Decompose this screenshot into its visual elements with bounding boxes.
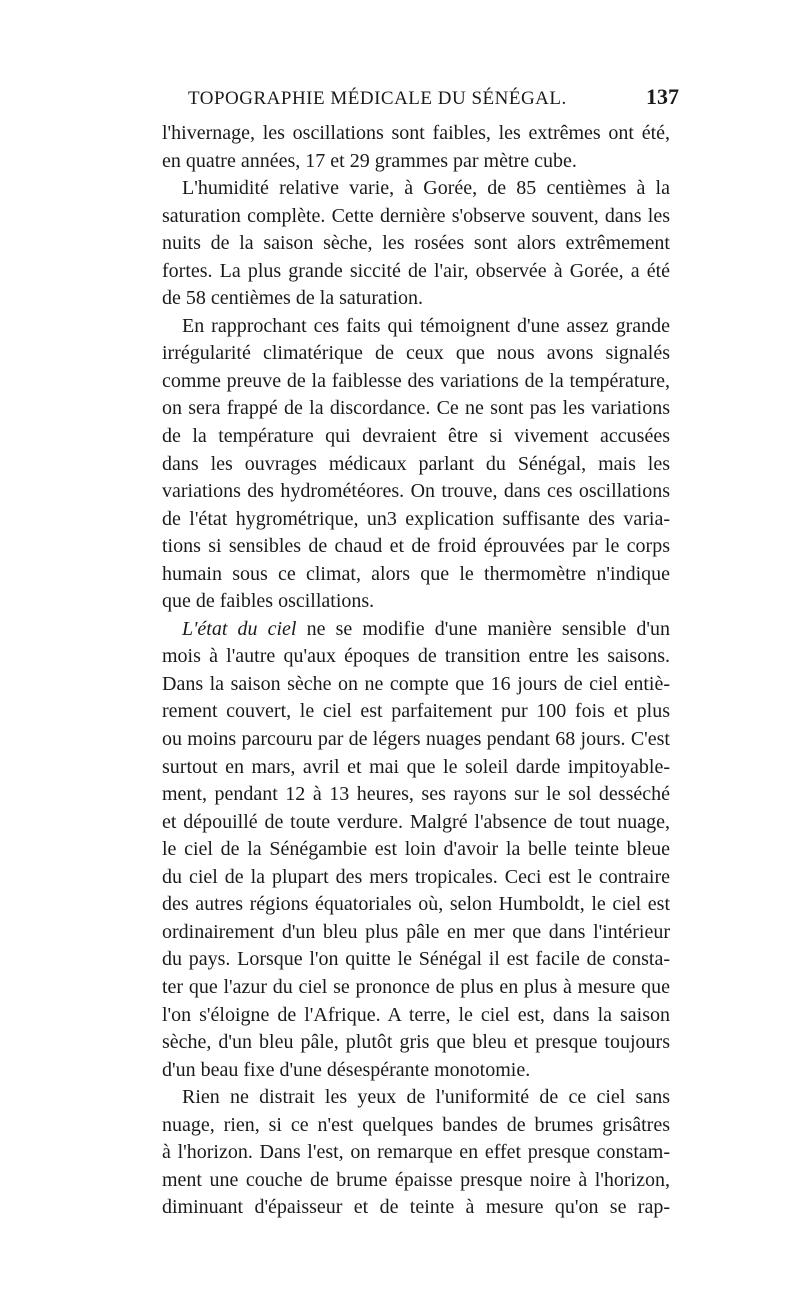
- text-line: [162, 588, 670, 616]
- text-line: [162, 506, 670, 534]
- text-line: [162, 809, 670, 837]
- line-text: ment une couche de brume épaisse presque noire à l'horizon,: [162, 1168, 670, 1191]
- line-text: surtout en mars, avril et mai que le soleil darde impitoyable-: [162, 755, 670, 778]
- text-line: [162, 864, 670, 892]
- text-line: [162, 1139, 670, 1167]
- line-text: tions si sensibles de chaud et de froid éprouvées par le corps: [162, 535, 670, 558]
- body-text: [162, 120, 670, 1222]
- line-text: L'humidité relative varie, à Gorée, de 85 centièmes à la: [182, 177, 670, 200]
- line-text: l'on s'éloigne de l'Afrique. A terre, le ciel est, dans la saison: [162, 1003, 670, 1026]
- line-text: en quatre années, 17 et 29 grammes par mètre cube.: [162, 149, 577, 172]
- text-line: [162, 1167, 670, 1195]
- line-text: mois à l'autre qu'aux époques de transition entre les saisons.: [162, 645, 670, 668]
- text-line: [162, 1194, 670, 1222]
- text-line: [162, 1057, 670, 1085]
- text-line: [162, 671, 670, 699]
- text-line: [162, 175, 670, 203]
- line-text: des autres régions équatoriales où, selon Humboldt, le ciel est: [162, 893, 670, 916]
- line-text: on sera frappé de la discordance. Ce ne sont pas les variations: [162, 397, 670, 420]
- text-line: [162, 395, 670, 423]
- text-line: [162, 285, 670, 313]
- line-text: dans les ouvrages médicaux parlant du Sénégal, mais les: [162, 452, 670, 475]
- text-line: [162, 368, 670, 396]
- text-line: [162, 533, 670, 561]
- running-title: TOPOGRAPHIE MÉDICALE DU SÉNÉGAL.: [188, 88, 567, 109]
- text-line: [162, 836, 670, 864]
- line-text: irrégularité climatérique de ceux que nous avons signalés: [162, 342, 670, 365]
- text-line: [162, 974, 670, 1002]
- line-text: ment, pendant 12 à 13 heures, ses rayons sur le sol desséché: [162, 783, 670, 806]
- text-line: [162, 258, 670, 286]
- text-line: [162, 340, 670, 368]
- text-line: [162, 313, 670, 341]
- line-text: Rien ne distrait les yeux de l'uniformité de ce ciel sans: [182, 1086, 670, 1109]
- line-text: de l'état hygrométrique, un3 explication suffisante des varia-: [162, 507, 670, 530]
- text-line: [162, 891, 670, 919]
- text-line: [162, 616, 670, 644]
- line-text: sèche, d'un bleu pâle, plutôt gris que bleu et presque toujours: [162, 1031, 670, 1054]
- text-line: [162, 726, 670, 754]
- italic-phrase: L'état du ciel: [182, 617, 297, 640]
- text-line: [162, 698, 670, 726]
- text-line: [162, 423, 670, 451]
- line-text: du ciel de la plupart des mers tropicales. Ceci est le contraire: [162, 865, 670, 888]
- line-text: rement couvert, le ciel est parfaitement pur 100 fois et plus: [162, 700, 670, 723]
- text-line: [162, 451, 670, 479]
- line-text: nuits de la saison sèche, les rosées sont alors extrêmement: [162, 232, 670, 255]
- line-text: nuage, rien, si ce n'est quelques bandes de brumes grisâtres: [162, 1113, 670, 1136]
- line-text: d'un beau fixe d'une désespérante monotomie.: [162, 1058, 531, 1081]
- line-text: comme preuve de la faiblesse des variations de la température,: [162, 369, 670, 392]
- line-text: et dépouillé de toute verdure. Malgré l'absence de tout nuage,: [162, 810, 670, 833]
- line-text: l'hivernage, les oscillations sont faibles, les extrêmes ont été,: [162, 122, 670, 144]
- page-number: 137: [646, 84, 679, 109]
- line-text: de la température qui devraient être si vivement accusées: [162, 425, 670, 448]
- text-line: [162, 230, 670, 258]
- line-text: ter que l'azur du ciel se prononce de plus en plus à mesure que: [162, 975, 670, 998]
- line-text: à l'horizon. Dans l'est, on remarque en effet presque constam-: [162, 1141, 670, 1164]
- line-text: que de faibles oscillations.: [162, 590, 375, 613]
- text-line: [162, 919, 670, 947]
- line-text: En rapprochant ces faits qui témoignent d'une assez grande: [182, 314, 670, 337]
- text-line: [162, 1029, 670, 1057]
- line-text: ordinairement d'un bleu plus pâle en mer que dans l'intérieur: [162, 920, 670, 943]
- line-text: humain sous ce climat, alors que le thermomètre n'indique: [162, 562, 670, 585]
- text-line: [162, 478, 670, 506]
- line-text: saturation complète. Cette dernière s'observe souvent, dans les: [162, 204, 670, 227]
- text-line: [162, 120, 670, 148]
- text-line: [162, 643, 670, 671]
- line-text: du pays. Lorsque l'on quitte le Sénégal il est facile de consta-: [162, 948, 670, 971]
- text-line: [162, 1084, 670, 1112]
- line-text: Dans la saison sèche on ne compte que 16 jours de ciel entiè-: [162, 672, 670, 695]
- text-line: [162, 946, 670, 974]
- line-text: fortes. La plus grande siccité de l'air, observée à Gorée, a été: [162, 259, 670, 282]
- line-text: le ciel de la Sénégambie est loin d'avoir la belle teinte bleue: [162, 838, 670, 861]
- text-line: [162, 148, 670, 176]
- text-line: [162, 203, 670, 231]
- line-text: ou moins parcouru par de légers nuages pendant 68 jours. C'est: [162, 728, 670, 751]
- text-line: [162, 754, 670, 782]
- line-text: de 58 centièmes de la saturation.: [162, 287, 424, 310]
- line-text: diminuant d'épaisseur et de teinte à mesure qu'on se rap-: [162, 1196, 670, 1219]
- line-text: variations des hydrométéores. On trouve, dans ces oscillations: [162, 480, 670, 503]
- line-text: ne se modifie d'une manière sensible d'un: [296, 617, 670, 640]
- text-line: [162, 781, 670, 809]
- text-line: [162, 561, 670, 589]
- text-line: [162, 1112, 670, 1140]
- text-line: [162, 1002, 670, 1030]
